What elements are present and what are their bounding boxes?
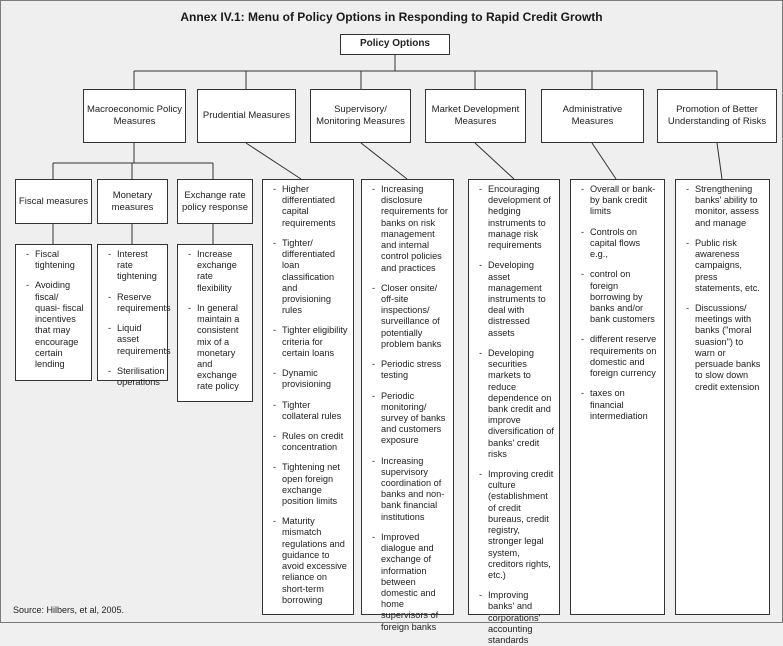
list-item: - control on foreign borrowing by banks and/or bank customers: [581, 269, 659, 325]
list-item: - Avoiding fiscal/ quasi- fiscal incentives that may encourage certain lending: [26, 280, 86, 370]
list-item: - Closer onsite/ off-site inspections/ surveillance of potentially problem banks: [372, 283, 448, 350]
list-item: - In general maintain a consistent mix of a monetary and exchange rate policy: [188, 303, 247, 393]
list-item: - Dynamic provisioning: [273, 368, 348, 390]
list-item: - Reserve requirements: [108, 292, 162, 314]
list-item: - Developing securities markets to reduce dependence on bank credit and improve diversification of banks' credit risks: [479, 348, 554, 460]
category-macroeconomic: Macroeconomic Policy Measures: [83, 89, 186, 143]
list-item: - Tightening net open foreign exchange position limits: [273, 462, 348, 507]
source-note: Source: Hilbers, et al, 2005.: [13, 605, 125, 615]
list-item: - Maturity mismatch regulations and guidance to avoid excessive reliance on short-term borrowing: [273, 516, 348, 606]
exchange-rate-list: [177, 244, 253, 402]
list-item: - Increase exchange rate flexibility: [188, 249, 247, 294]
prudential-measures-list: [262, 179, 354, 615]
subcategory-monetary: Monetary measures: [97, 179, 168, 224]
risk-understanding-list: [675, 179, 770, 615]
list-item: - Interest rate tightening: [108, 249, 162, 283]
list-item: - Rules on credit concentration: [273, 431, 348, 453]
list-item: - Liquid asset requirements: [108, 323, 162, 357]
list-item: - Improving credit culture (establishment of credit bureaus, credit registry, stronger legal system, creditors rights, etc.): [479, 469, 554, 581]
category-administrative: Administrative Measures: [541, 89, 644, 143]
list-item: - Sterilisation operations: [108, 366, 162, 388]
market-development-list: [468, 179, 560, 646]
list-item: - Improved dialogue and exchange of information between domestic and home supervisors of foreign banks: [372, 532, 448, 633]
list-item: - different reserve requirements on domestic and foreign currency: [581, 334, 659, 379]
category-promotion-risks: Promotion of Better Understanding of Risks: [657, 89, 777, 143]
supervisory-measures-list: [361, 179, 454, 632]
subcategory-exchange-rate: Exchange rate policy response: [177, 179, 253, 224]
policy-options-root: Policy Options: [340, 34, 450, 55]
list-item: - Overall or bank-by bank credit limits: [581, 184, 659, 218]
list-item: - Fiscal tightening: [26, 249, 86, 271]
monetary-measures-list: [97, 244, 171, 387]
subcategory-fiscal: Fiscal measures: [15, 179, 92, 224]
category-market-development: Market Development Measures: [425, 89, 526, 143]
list-item: - Improving banks' and corporations' accounting standards: [479, 590, 554, 646]
list-item: - Increasing supervisory coordination of banks and non-bank financial institutions: [372, 456, 448, 523]
category-prudential: Prudential Measures: [197, 89, 296, 143]
list-item: - Higher differentiated capital requirements: [273, 184, 348, 229]
list-item: - Tighter collateral rules: [273, 400, 348, 422]
list-item: - Developing asset management instruments to deal with distressed assets: [479, 260, 554, 339]
list-item: - Public risk awareness campaigns, press statements, etc.: [686, 238, 764, 294]
list-item: - Controls on capital flows e.g.,: [581, 227, 659, 261]
list-item: - Strengthening banks' ability to monitor, assess and manage: [686, 184, 764, 229]
list-item: - Encouraging development of hedging instruments to manage risk requirements: [479, 184, 554, 251]
list-item: - Discussions/ meetings with banks ("moral suasion") to warn or persuade banks to slow down credit extension: [686, 303, 764, 393]
list-item: - Increasing disclosure requirements for banks on risk management and internal control policies and practices: [372, 184, 448, 274]
diagram-title: Annex IV.1: Menu of Policy Options in Responding to Rapid Credit Growth: [180, 10, 603, 24]
list-item: - Periodic stress testing: [372, 359, 448, 381]
list-item: - Tighter eligibility criteria for certain loans: [273, 325, 348, 359]
administrative-measures-list: [570, 179, 665, 615]
list-item: - taxes on financial intermediation: [581, 388, 659, 422]
list-item: - Periodic monitoring/ survey of banks and customers exposure: [372, 391, 448, 447]
category-supervisory: Supervisory/ Monitoring Measures: [310, 89, 411, 143]
fiscal-measures-list: [15, 244, 92, 381]
list-item: - Tighter/ differentiated loan classification and provisioning rules: [273, 238, 348, 317]
